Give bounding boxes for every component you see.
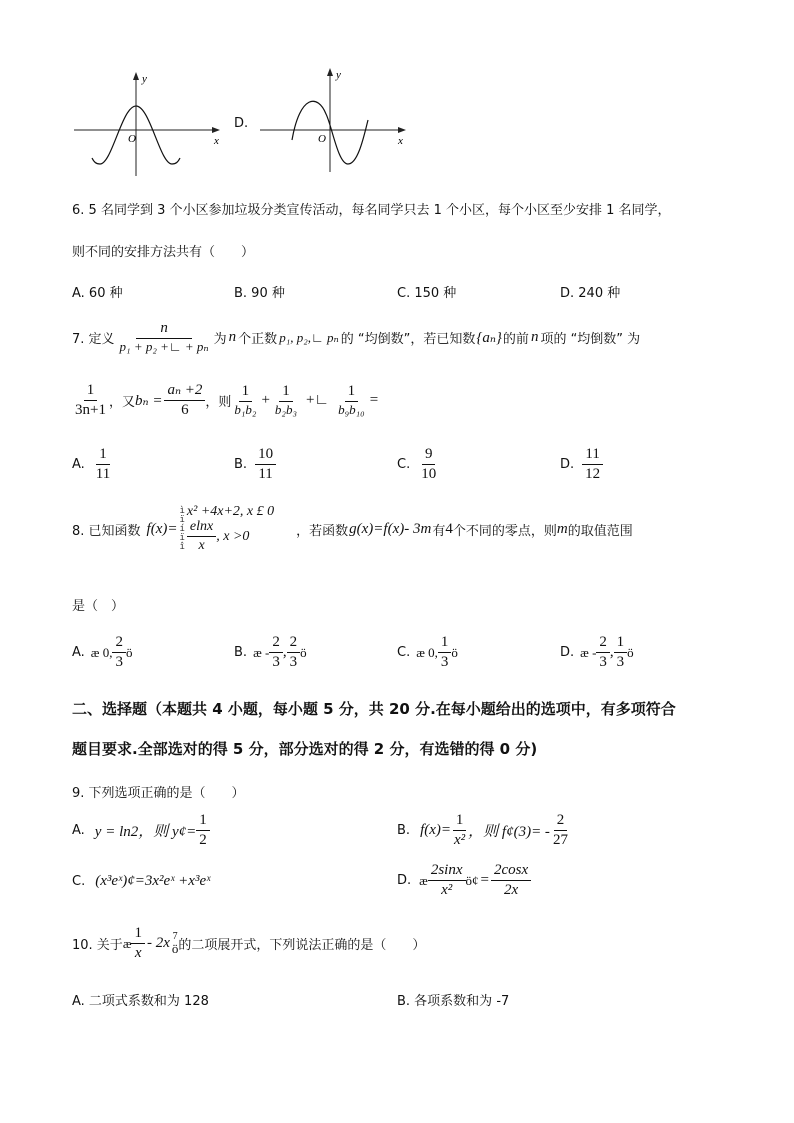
q10-suffix: 的二项展开式，下列说法正确的是（ ） — [178, 938, 426, 954]
q7-opt-c-label: C. — [397, 457, 411, 473]
q7-bn-den: 6 — [181, 402, 189, 419]
q7-opt-a-den: 11 — [95, 466, 111, 483]
q8-option-a[interactable] — [72, 634, 132, 672]
q7-text4: 项的 “均倒数” 为 — [540, 332, 641, 348]
q7-opt-c-num: 9 — [422, 446, 436, 465]
q7-set: {aₙ} — [476, 330, 502, 347]
q7-line2 — [72, 382, 378, 420]
q10-right-paren: ö — [171, 941, 179, 957]
q8-opt-c-frac — [438, 634, 452, 672]
q8-opt-a-left: æ 0, — [90, 644, 113, 660]
q7-opt-d-label: D. — [560, 457, 575, 473]
q7-opt-c-frac — [418, 446, 439, 484]
q9-d-num: 2sinx — [428, 862, 466, 881]
q9-stem: 9. 下列选项正确的是（ ） — [72, 786, 245, 801]
q8-opt-b-den2: 3 — [289, 654, 298, 671]
q7-text3: 的前 — [502, 332, 529, 348]
q8-opt-d-num2: 1 — [614, 634, 628, 653]
q8-opt-d-sep: , — [609, 644, 614, 661]
q7-opt-b-frac — [255, 446, 276, 484]
q10-left-paren: æ — [122, 935, 132, 951]
graph-option-d — [256, 64, 416, 176]
q7-l2-text1: ，又 — [108, 395, 135, 411]
q9-d-label: D. — [397, 873, 412, 889]
q6-option-b[interactable]: B. 90 种 — [234, 286, 285, 301]
q7-sum-den-2: b₂b₃ — [274, 402, 297, 418]
q7-option-c[interactable] — [397, 446, 439, 484]
q8-text4: 的取值范围 — [567, 523, 633, 539]
q8-opt-a-frac — [112, 634, 126, 672]
q8-opt-a-num: 2 — [112, 634, 126, 653]
graph-d-origin: O — [318, 133, 326, 145]
q8-opt-b-frac1 — [269, 634, 283, 672]
q8-case2-num: elnx — [187, 519, 216, 537]
q7-opt-d-num: 11 — [582, 446, 602, 465]
q9-b-frac — [451, 812, 468, 850]
q7-opt-d-den: 12 — [585, 466, 601, 483]
q9-d-frac — [428, 862, 466, 900]
q8-opt-a-den: 3 — [115, 654, 123, 671]
q8-case1: x² +4x+2, x £ 0 — [186, 504, 275, 519]
q8-opt-b-num2: 2 — [287, 634, 301, 653]
q7-bn-num: aₙ +2 — [164, 382, 205, 401]
q8-opt-c-right: ö — [451, 644, 458, 660]
q8-option-c[interactable] — [397, 634, 458, 672]
q8-fx: f(x)= — [146, 520, 178, 537]
q8-prefix: 8. 已知函数 — [72, 523, 141, 539]
q8-line1 — [72, 504, 633, 555]
q7-def-den: p₁ + p₂ +∟ + pₙ — [119, 339, 209, 355]
q8-piecewise-brace: ì ï í ï î — [179, 505, 185, 552]
q10-prefix: 10. 关于 — [72, 938, 123, 954]
q9-option-d[interactable] — [397, 862, 531, 900]
q8-opt-a-label: A. — [72, 645, 85, 661]
graph-d-y-label: y — [336, 69, 341, 81]
q7-avg-den: 3n+1 — [75, 402, 106, 419]
q7-def-num: n — [136, 320, 192, 339]
graph-d-x-label: x — [398, 135, 403, 147]
q6-line2: 则不同的安排方法共有（ ） — [72, 245, 255, 260]
q6-line1: 6. 5 名同学到 3 个小区参加垃圾分类宣传活动，每名同学只去 1 个小区，每个小区至少安排 1 名同学， — [72, 203, 671, 218]
q9-option-c[interactable] — [72, 873, 210, 890]
q8-text2: 有 — [432, 523, 446, 539]
q8-opt-b-right: ö — [300, 644, 307, 660]
q7-opt-b-label: B. — [234, 457, 248, 473]
q10-option-a[interactable]: A. 二项式系数和为 128 — [72, 994, 209, 1009]
q7-sum-num-2: 1 — [279, 383, 293, 402]
q9-a-label: A. — [72, 823, 85, 839]
q7-opt-b-num: 10 — [255, 446, 276, 465]
q8-opt-c-den: 3 — [440, 654, 449, 671]
q7-n-var: n — [228, 329, 237, 346]
q8-opt-b-left: æ - — [253, 644, 270, 660]
q7-mid: 为 — [213, 332, 227, 348]
q7-plus-dots: +∟ — [305, 392, 330, 409]
q8-opt-a-right: ö — [125, 644, 133, 660]
q7-n-var-2: n — [530, 329, 539, 346]
q7-line1 — [72, 320, 640, 355]
q9-b-expr: f(x)= — [420, 822, 451, 839]
q7-sum-den-1: b₁b₂ — [234, 402, 257, 418]
q8-four: 4 — [445, 520, 453, 537]
q7-sum-term-1 — [231, 383, 259, 418]
graph-c-y-label: y — [142, 73, 147, 85]
q7-seq: p₁, p₂,∟ pₙ — [279, 329, 339, 345]
q8-m: m — [556, 520, 568, 537]
q9-d-eq: = — [480, 872, 489, 889]
q8-opt-c-label: C. — [397, 645, 411, 661]
q9-a-num: 1 — [196, 812, 210, 831]
section2-line1: 二、选择题（本题共 4 小题，每小题 5 分，共 20 分.在每小题给出的选项中，有多项符合 — [72, 700, 676, 718]
q8-case2 — [187, 519, 274, 554]
q7-opt-a-label: A. — [72, 457, 85, 473]
q6-option-a[interactable]: A. 60 种 — [72, 286, 123, 301]
q8-case2-cond: , x >0 — [216, 529, 250, 545]
q7-bn-lhs: bₙ = — [134, 393, 163, 410]
q8-line2: 是（ ） — [72, 599, 125, 614]
q7-opt-a-num: 1 — [96, 446, 110, 465]
q7-sum-term-2 — [272, 383, 300, 418]
q7-text1: 个正数 — [238, 332, 278, 348]
q8-opt-d-label: D. — [560, 645, 575, 661]
q7-option-a[interactable] — [72, 446, 113, 484]
q9-b-num: 1 — [453, 812, 467, 831]
q7-opt-b-den: 11 — [258, 466, 273, 483]
q8-opt-d-frac2 — [614, 634, 628, 672]
q8-opt-b-num1: 2 — [269, 634, 283, 653]
q8-option-d[interactable] — [560, 634, 634, 672]
q7-plus: + — [261, 392, 270, 409]
q8-case2-den: x — [198, 538, 205, 554]
q9-d-left: æ — [419, 872, 428, 888]
q7-def-fraction — [117, 320, 212, 355]
q10-option-b[interactable]: B. 各项系数和为 -7 — [397, 994, 510, 1009]
q7-equals: = — [369, 392, 379, 409]
q8-opt-c-num: 1 — [438, 634, 452, 653]
q8-opt-b-frac2 — [287, 634, 301, 672]
q10-stem — [72, 925, 425, 963]
q7-avg-num: 1 — [84, 382, 98, 401]
q9-a-frac — [196, 812, 210, 850]
q6-option-d[interactable]: D. 240 种 — [560, 286, 621, 301]
q8-opt-d-den1: 3 — [599, 654, 607, 671]
section2-line2: 题目要求.全部选对的得 5 分，部分选对的得 2 分，有选错的得 0 分) — [72, 740, 538, 758]
q9-b-mid: ，则 f¢(3)= - — [468, 824, 550, 841]
q9-b-den2: 27 — [552, 832, 568, 849]
q7-prefix: 7. 定义 — [72, 332, 115, 348]
q9-option-b[interactable] — [397, 812, 571, 850]
q8-opt-d-den2: 3 — [616, 654, 625, 671]
q10-frac-den: x — [134, 945, 142, 962]
q7-l2-text2: ，则 — [205, 395, 232, 411]
q9-d-den2: 2x — [503, 882, 519, 899]
q7-option-d[interactable] — [560, 446, 603, 484]
q8-opt-d-left: æ - — [580, 644, 597, 660]
q8-opt-d-num1: 2 — [596, 634, 610, 653]
q8-option-b[interactable] — [234, 634, 307, 672]
q8-opt-d-right: ö — [627, 644, 634, 660]
q8-text1: ，若函数 — [296, 523, 349, 539]
q9-d-den: x² — [441, 882, 453, 899]
q8-opt-d-frac1 — [596, 634, 610, 672]
q9-option-a[interactable] — [72, 812, 210, 850]
q7-bn-fraction — [164, 382, 205, 420]
q9-a-expr: y = ln2，则 y¢= — [94, 824, 197, 841]
q9-b-frac2 — [550, 812, 571, 850]
graph-c-x-label: x — [214, 135, 219, 147]
q10-frac — [131, 925, 145, 963]
q8-opt-b-sep: , — [282, 644, 287, 661]
graph-c-origin: O — [128, 133, 136, 145]
q7-avg-fraction — [72, 382, 109, 420]
q8-opt-b-den1: 3 — [272, 654, 280, 671]
q7-sum-term-3 — [335, 383, 368, 418]
q7-option-b[interactable] — [234, 446, 276, 484]
q7-opt-c-den: 10 — [421, 466, 437, 483]
q9-d-frac2 — [491, 862, 531, 900]
q8-text3: 个不同的零点，则 — [452, 523, 557, 539]
q10-frac-num: 1 — [131, 925, 145, 944]
q9-a-den: 2 — [199, 832, 207, 849]
q8-case2-frac — [187, 519, 216, 554]
graph-option-c — [70, 68, 230, 180]
graph-d-option-label: D. — [234, 116, 249, 131]
q9-b-num2: 2 — [554, 812, 568, 831]
q10-expr-mid: - 2x — [146, 935, 170, 952]
q7-sum-den-3: b₉b₁₀ — [338, 402, 365, 418]
q7-sum-num-3: 1 — [345, 383, 359, 402]
q7-opt-d-frac — [582, 446, 603, 484]
q9-b-den: x² — [454, 832, 466, 849]
q8-cases — [187, 504, 274, 555]
q9-b-label: B. — [397, 823, 411, 839]
q7-opt-a-frac — [93, 446, 113, 484]
q7-sum-num-1: 1 — [239, 383, 253, 402]
q8-opt-b-label: B. — [234, 645, 248, 661]
q9-d-num2: 2cosx — [491, 862, 531, 881]
q6-option-c[interactable]: C. 150 种 — [397, 286, 457, 301]
q9-c-expr: (x³eˣ)¢=3x²eˣ +x³eˣ — [95, 873, 211, 889]
q9-c-label: C. — [72, 874, 86, 889]
q7-text2: 的 “均倒数”，若已知数 — [340, 332, 476, 348]
q10-exponent: 7 — [172, 931, 178, 943]
q8-opt-c-left: æ 0, — [416, 644, 438, 660]
q9-d-right: ö¢ — [465, 872, 479, 888]
q8-gx: g(x)=f(x)- 3m — [349, 520, 432, 537]
